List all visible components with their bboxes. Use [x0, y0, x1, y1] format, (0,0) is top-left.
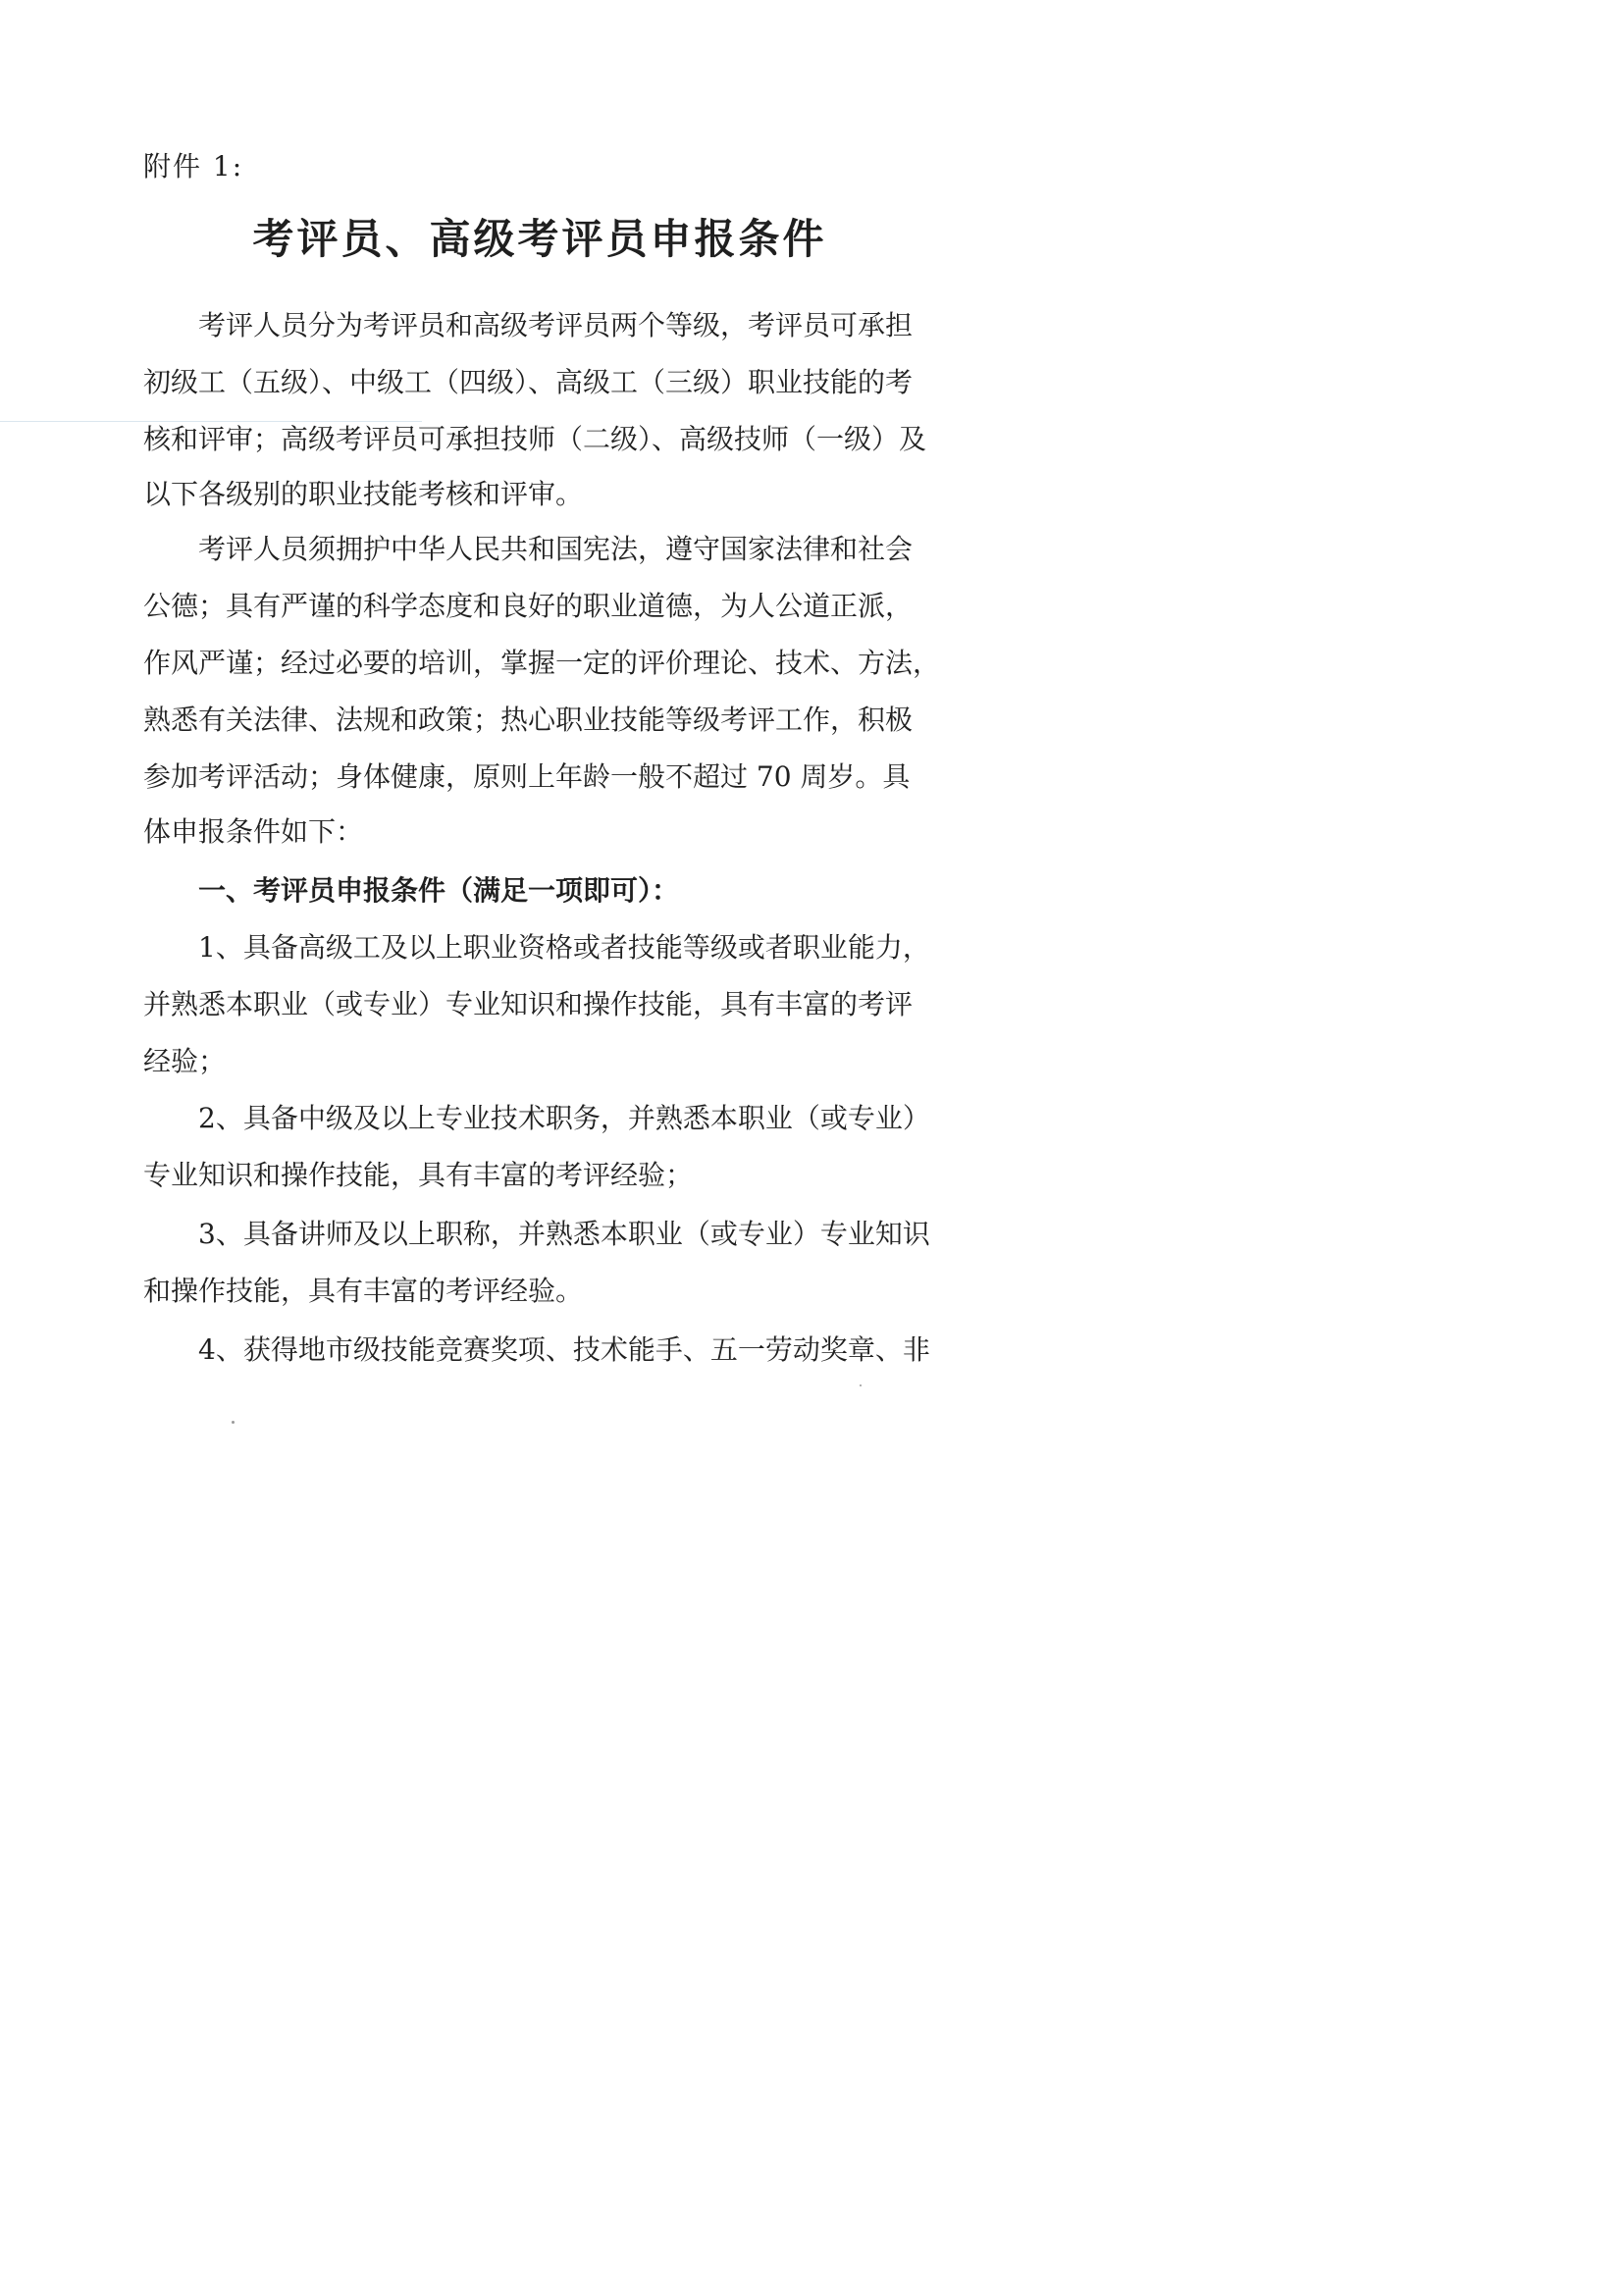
scan-artifact-dot	[232, 1421, 235, 1424]
list-item-line: 并熟悉本职业（或专业）专业知识和操作技能，具有丰富的考评	[143, 988, 914, 1020]
list-item-line: 专业知识和操作技能，具有丰富的考评经验；	[143, 1159, 694, 1191]
paragraph-line: 参加考评活动；身体健康，原则上年龄一般不超过 70 周岁。具	[143, 760, 911, 793]
list-item-line: 1、具备高级工及以上职业资格或者技能等级或者职业能力，	[198, 931, 930, 964]
list-item-line: 4、获得地市级技能竞赛奖项、技术能手、五一劳动奖章、非	[198, 1333, 930, 1366]
document-page	[0, 0, 1079, 1527]
list-item-line: 经验；	[143, 1045, 227, 1077]
paragraph-line: 公德；具有严谨的科学态度和良好的职业道德，为人公道正派，	[143, 590, 914, 622]
paragraph-line: 体申报条件如下：	[143, 815, 364, 848]
list-item-line: 2、具备中级及以上专业技术职务，并熟悉本职业（或专业）	[198, 1102, 930, 1134]
scan-artifact-dot	[860, 1384, 862, 1386]
paragraph-line: 考评人员分为考评员和高级考评员两个等级，考评员可承担	[198, 309, 914, 341]
paragraph-line: 考评人员须拥护中华人民共和国宪法，遵守国家法律和社会	[198, 533, 914, 565]
section-heading: 一、考评员申报条件（满足一项即可）：	[198, 874, 680, 907]
list-item-line: 和操作技能，具有丰富的考评经验。	[143, 1275, 584, 1307]
list-item-line: 3、具备讲师及以上职称，并熟悉本职业（或专业）专业知识	[198, 1218, 930, 1250]
paragraph-line: 以下各级别的职业技能考核和评审。	[143, 478, 584, 510]
scan-artifact-line	[0, 421, 422, 422]
document-title: 考评员、高级考评员申报条件	[252, 215, 827, 263]
paragraph-line: 作风严谨；经过必要的培训，掌握一定的评价理论、技术、方法，	[143, 647, 941, 679]
paragraph-line: 熟悉有关法律、法规和政策；热心职业技能等级考评工作，积极	[143, 704, 914, 736]
paragraph-line: 初级工（五级）、中级工（四级）、高级工（三级）职业技能的考	[143, 366, 914, 398]
attachment-label: 附件 1:	[143, 150, 244, 183]
paragraph-line: 核和评审；高级考评员可承担技师（二级）、高级技师（一级）及	[143, 423, 927, 455]
